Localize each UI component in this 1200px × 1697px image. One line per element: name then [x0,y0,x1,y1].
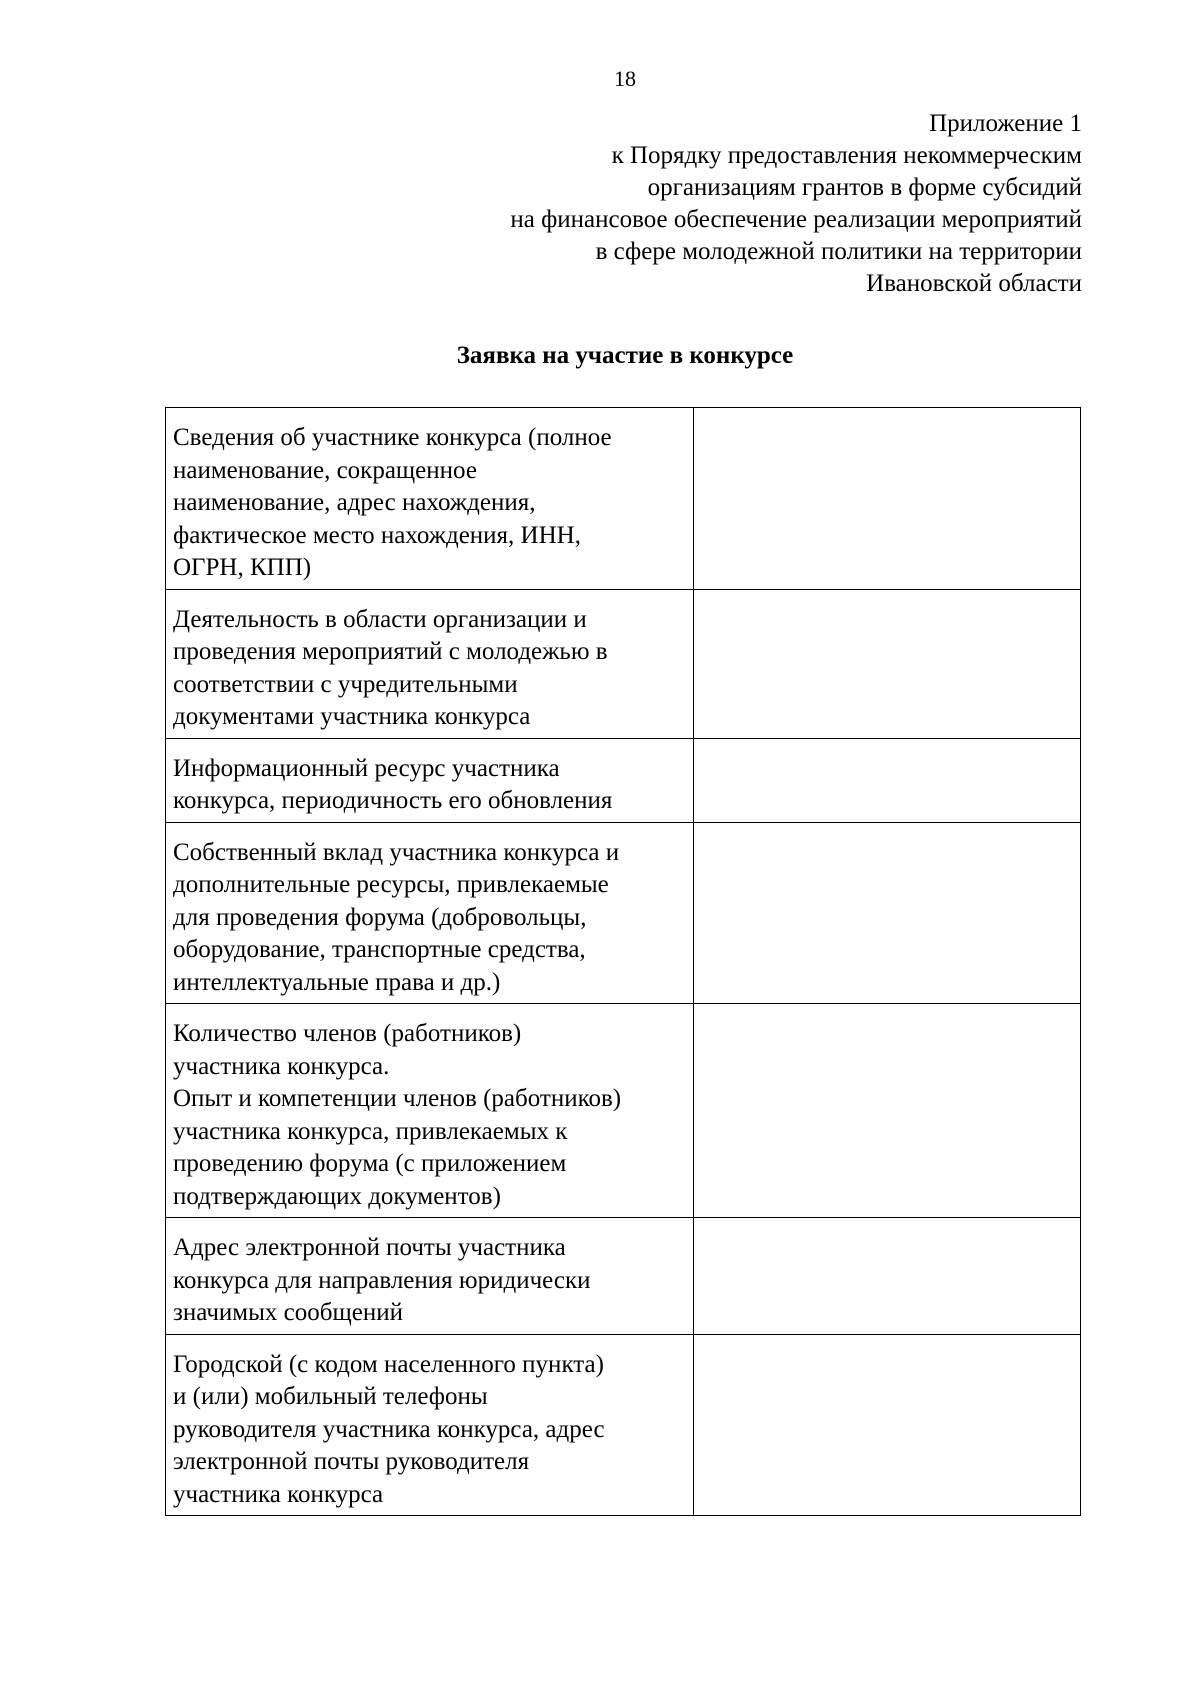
appendix-header [382,108,1082,300]
row-label-line: Информационный ресурс участника [173,754,560,782]
row-value-cell[interactable] [694,408,1081,590]
row-value-cell[interactable] [694,1004,1081,1218]
row-label-line: для проведения форума (добровольцы, [173,903,587,931]
row-label-line: участника конкурса, привлекаемых к [173,1117,568,1145]
appendix-line: в сфере молодежной политики на территории [595,238,1082,265]
row-label-line: проведения мероприятий с молодежью в [173,638,608,665]
row-label-line: соответствии с учредительными [173,670,518,698]
row-label-cell [166,1334,694,1516]
row-label-line: интеллектуальные права и др.) [173,968,501,996]
row-label-line: участника конкурса. [173,1052,390,1080]
row-label-line: участника конкурса [173,1480,384,1508]
table-row [166,408,1081,590]
row-value-cell[interactable] [694,589,1081,738]
application-table [165,407,1081,1516]
row-label-cell [166,822,694,1004]
row-label-line: ОГРН, КПП) [173,554,312,581]
appendix-line: к Порядку предоставления некоммерческим [611,142,1082,169]
row-label-line: Количество членов (работников) [173,1020,522,1047]
row-label-line: руководителя участника конкурса, адрес [173,1415,605,1443]
appendix-line: организациям грантов в форме субсидий [647,174,1082,201]
row-label-line: Собственный вклад участника конкурса и [173,838,620,866]
row-label-cell [166,738,694,822]
row-label-cell [166,1004,694,1218]
row-label-line: Опыт и компетенции членов (работников) [173,1085,622,1112]
table-row [166,589,1081,738]
row-label-cell [166,408,694,590]
row-label-line: дополнительные ресурсы, привлекаемые [173,871,609,898]
row-label-line: Адрес электронной почты участника [173,1234,566,1261]
appendix-line: на финансовое обеспечение реализации мероприятий [510,206,1082,233]
application-table-body [166,408,1081,1516]
row-label-line: оборудование, транспортные средства, [173,936,586,963]
appendix-line: Приложение 1 [929,110,1082,137]
appendix-line: Ивановской области [866,270,1082,297]
row-value-cell[interactable] [694,1334,1081,1516]
row-label-line: наименование, сокращенное [173,456,477,484]
table-row [166,1004,1081,1218]
row-value-cell[interactable] [694,738,1081,822]
row-label-line: конкурса, периодичность его обновления [173,787,613,814]
table-row [166,738,1081,822]
form-title: Заявка на участие в конкурсе [456,342,794,369]
row-value-cell[interactable] [694,822,1081,1004]
row-label-line: электронной почты руководителя [173,1448,530,1475]
row-label-line: подтверждающих документов) [173,1182,501,1210]
row-label-cell [166,1218,694,1335]
row-label-line: фактическое место нахождения, ИНН, [173,521,581,549]
row-label-line: конкурса для направления юридически [173,1266,591,1294]
row-value-cell[interactable] [694,1218,1081,1335]
row-label-line: наименование, адрес нахождения, [173,489,536,516]
row-label-line: значимых сообщений [173,1299,403,1326]
row-label-line: Городской (с кодом населенного пункта) [173,1350,604,1378]
table-row [166,822,1081,1004]
row-label-line: документами участника конкурса [173,703,531,730]
row-label-line: Деятельность в области организации и [173,605,587,633]
row-label-cell [166,589,694,738]
table-row [166,1218,1081,1335]
row-label-line: проведению форума (с приложением [173,1150,567,1177]
row-label-line: и (или) мобильный телефоны [173,1383,488,1410]
page-number: 18 [614,66,636,91]
row-label-line: Сведения об участнике конкурса (полное [173,424,612,451]
table-row [166,1334,1081,1516]
